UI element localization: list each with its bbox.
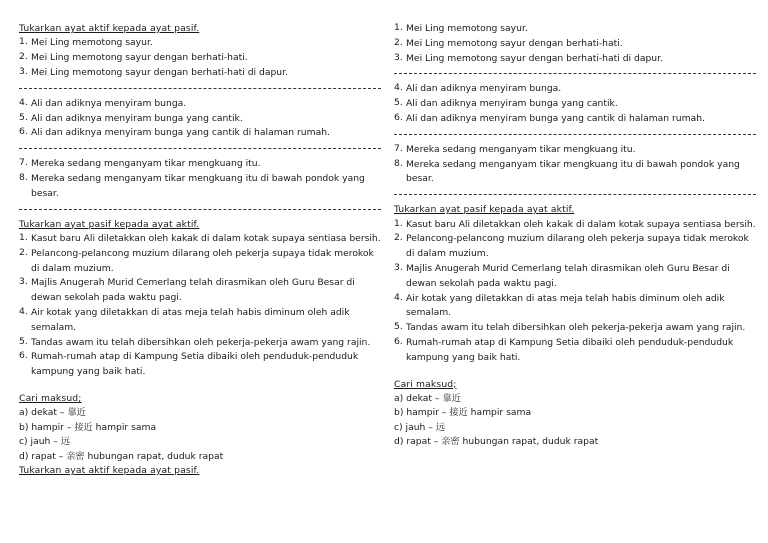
item-text: Ali dan adiknya menyiram bunga. [406, 83, 562, 95]
meaning-item: c) jauh – 远 [19, 436, 71, 448]
item-text: Mei Ling memotong sayur. [31, 37, 153, 49]
exercise-item [19, 247, 381, 277]
item-number: 4. [19, 96, 28, 108]
exercise-item [19, 97, 381, 112]
item-text: Majlis Anugerah Murid Cemerlang telah dirasmikan oleh Guru Besar di dewan sekolah pada waktu pagi. [31, 277, 355, 304]
meanings-list [19, 406, 381, 464]
item-number: 3. [19, 276, 28, 288]
item-text: Mereka sedang menganyam tikar mengkuang itu. [406, 143, 636, 155]
meaning-item: a) dekat – 靠近 [394, 392, 461, 404]
exercise-item [19, 112, 381, 127]
item-text: Ali dan adiknya menyiram bunga yang cantik. [31, 112, 243, 124]
exercise-group-3 [19, 157, 381, 201]
left-column [19, 22, 381, 478]
exercise-item [394, 336, 756, 366]
item-text: Mereka sedang menganyam tikar mengkuang itu di bawah pondok yang besar. [406, 158, 740, 185]
item-text: Mei Ling memotong sayur dengan berhati-hati di dapur. [31, 67, 288, 78]
exercise-group-3 [394, 143, 756, 187]
meaning-item: b) hampir – 接近 hampir sama [19, 421, 157, 433]
item-text: Air kotak yang diletakkan di atas meja telah habis diminum oleh adik semalam. [406, 292, 725, 319]
exercise-item [19, 336, 381, 351]
item-number: 2. [19, 51, 28, 63]
exercise-item [394, 232, 756, 262]
meaning-item: c) jauh – 远 [394, 421, 446, 433]
item-text: Ali dan adiknya menyiram bunga yang cantik. [406, 98, 618, 110]
item-number: 4. [19, 305, 28, 317]
exercise-item [394, 262, 756, 292]
item-number: 6. [394, 111, 403, 123]
section-heading-active-to-passive-repeat: Tukarkan ayat aktif kepada ayat pasif. [19, 464, 200, 476]
meanings-list [394, 392, 756, 450]
exercise-item [19, 232, 381, 247]
meaning-item: d) rapat – 亲密 hubungan rapat, duduk rapat [19, 450, 224, 462]
item-number: 5. [394, 321, 403, 333]
item-number: 6. [19, 126, 28, 138]
item-text: Pelancong-pelancong muzium dilarang oleh pekerja supaya tidak merokok di dalam muzium. [31, 247, 374, 274]
item-number: 6. [394, 335, 403, 347]
exercise-item [19, 306, 381, 336]
item-number: 5. [19, 335, 28, 347]
exercise-item [394, 52, 756, 67]
right-column [394, 22, 756, 450]
dashed-divider [19, 209, 381, 210]
exercise-group-1 [19, 36, 381, 80]
dashed-divider [394, 194, 756, 195]
exercise-item [394, 82, 756, 97]
meaning-item: b) hampir – 接近 hampir sama [394, 407, 532, 419]
meaning-item: d) rapat – 亲密 hubungan rapat, duduk rapat [394, 436, 599, 448]
item-text: Mereka sedang menganyam tikar mengkuang itu di bawah pondok yang besar. [31, 172, 365, 199]
exercise-item [394, 143, 756, 158]
exercise-item [394, 22, 756, 37]
item-number: 2. [19, 246, 28, 258]
item-number: 4. [394, 291, 403, 303]
item-number: 8. [394, 157, 403, 169]
exercise-item [19, 172, 381, 202]
item-text: Ali dan adiknya menyiram bunga. [31, 97, 187, 109]
item-text: Kasut baru Ali diletakkan oleh kakak di dalam kotak supaya sentiasa bersih. [406, 218, 756, 230]
exercise-item [19, 276, 381, 306]
exercise-item [394, 112, 756, 127]
item-text: Pelancong-pelancong muzium dilarang oleh pekerja supaya tidak merokok di dalam muzium. [406, 233, 749, 260]
exercise-item [19, 350, 381, 380]
exercise-group-1 [394, 22, 756, 66]
item-number: 7. [394, 142, 403, 154]
exercise-item [394, 97, 756, 112]
exercise-item [394, 158, 756, 188]
dashed-divider [19, 88, 381, 89]
item-text: Rumah-rumah atap di Kampung Setia dibaiki oleh penduduk-penduduk kampung yang baik hati. [31, 351, 359, 378]
item-text: Mei Ling memotong sayur dengan berhati-hati. [406, 37, 623, 49]
exercise-item [394, 37, 756, 52]
item-number: 5. [394, 97, 403, 109]
section-heading-passive-to-active: Tukarkan ayat pasif kepada ayat aktif. [19, 218, 200, 230]
exercise-group-2 [394, 82, 756, 126]
item-number: 6. [19, 350, 28, 362]
item-number: 3. [394, 51, 403, 63]
item-text: Tandas awam itu telah dibersihkan oleh pekerja-pekerja awam yang rajin. [406, 322, 746, 334]
item-number: 1. [394, 217, 403, 229]
item-number: 7. [19, 157, 28, 169]
item-number: 5. [19, 111, 28, 123]
item-number: 2. [394, 232, 403, 244]
exercise-item [19, 36, 381, 51]
exercise-item [19, 51, 381, 66]
item-number: 3. [394, 261, 403, 273]
section-heading-meanings: Cari maksud; [394, 378, 457, 390]
item-number: 3. [19, 66, 28, 77]
item-text: Mereka sedang menganyam tikar mengkuang itu. [31, 158, 261, 170]
exercise-item [394, 218, 756, 233]
meaning-item: a) dekat – 靠近 [19, 407, 86, 419]
item-text: Mei Ling memotong sayur. [406, 23, 528, 34]
exercise-item [394, 321, 756, 336]
item-number: 4. [394, 82, 403, 94]
item-text: Rumah-rumah atap di Kampung Setia dibaiki oleh penduduk-penduduk kampung yang baik hati. [406, 336, 734, 363]
exercise-item [394, 292, 756, 322]
item-number: 1. [19, 231, 28, 243]
item-number: 1. [19, 36, 28, 48]
item-text: Ali dan adiknya menyiram bunga yang cantik di halaman rumah. [31, 127, 330, 139]
item-number: 1. [394, 22, 403, 33]
exercise-item [19, 126, 381, 141]
dashed-divider [19, 148, 381, 149]
section-heading-passive-to-active: Tukarkan ayat pasif kepada ayat aktif. [394, 204, 575, 216]
item-text: Tandas awam itu telah dibersihkan oleh pekerja-pekerja awam yang rajin. [31, 336, 371, 348]
item-text: Mei Ling memotong sayur dengan berhati-hati di dapur. [406, 52, 663, 64]
item-text: Ali dan adiknya menyiram bunga yang cantik di halaman rumah. [406, 112, 705, 124]
exercise-group-4 [19, 232, 381, 380]
exercise-item [19, 66, 381, 81]
item-text: Mei Ling memotong sayur dengan berhati-hati. [31, 52, 248, 64]
exercise-group-2 [19, 97, 381, 141]
item-number: 8. [19, 171, 28, 183]
dashed-divider [394, 134, 756, 135]
section-heading-active-to-passive: Tukarkan ayat aktif kepada ayat pasif. [19, 23, 200, 34]
exercise-group-4 [394, 218, 756, 366]
item-number: 2. [394, 36, 403, 48]
section-heading-meanings: Cari maksud; [19, 392, 82, 404]
dashed-divider [394, 73, 756, 74]
item-text: Air kotak yang diletakkan di atas meja telah habis diminum oleh adik semalam. [31, 306, 350, 333]
exercise-item [19, 157, 381, 172]
item-text: Kasut baru Ali diletakkan oleh kakak di dalam kotak supaya sentiasa bersih. [31, 232, 381, 244]
item-text: Majlis Anugerah Murid Cemerlang telah dirasmikan oleh Guru Besar di dewan sekolah pada waktu pagi. [406, 262, 730, 289]
